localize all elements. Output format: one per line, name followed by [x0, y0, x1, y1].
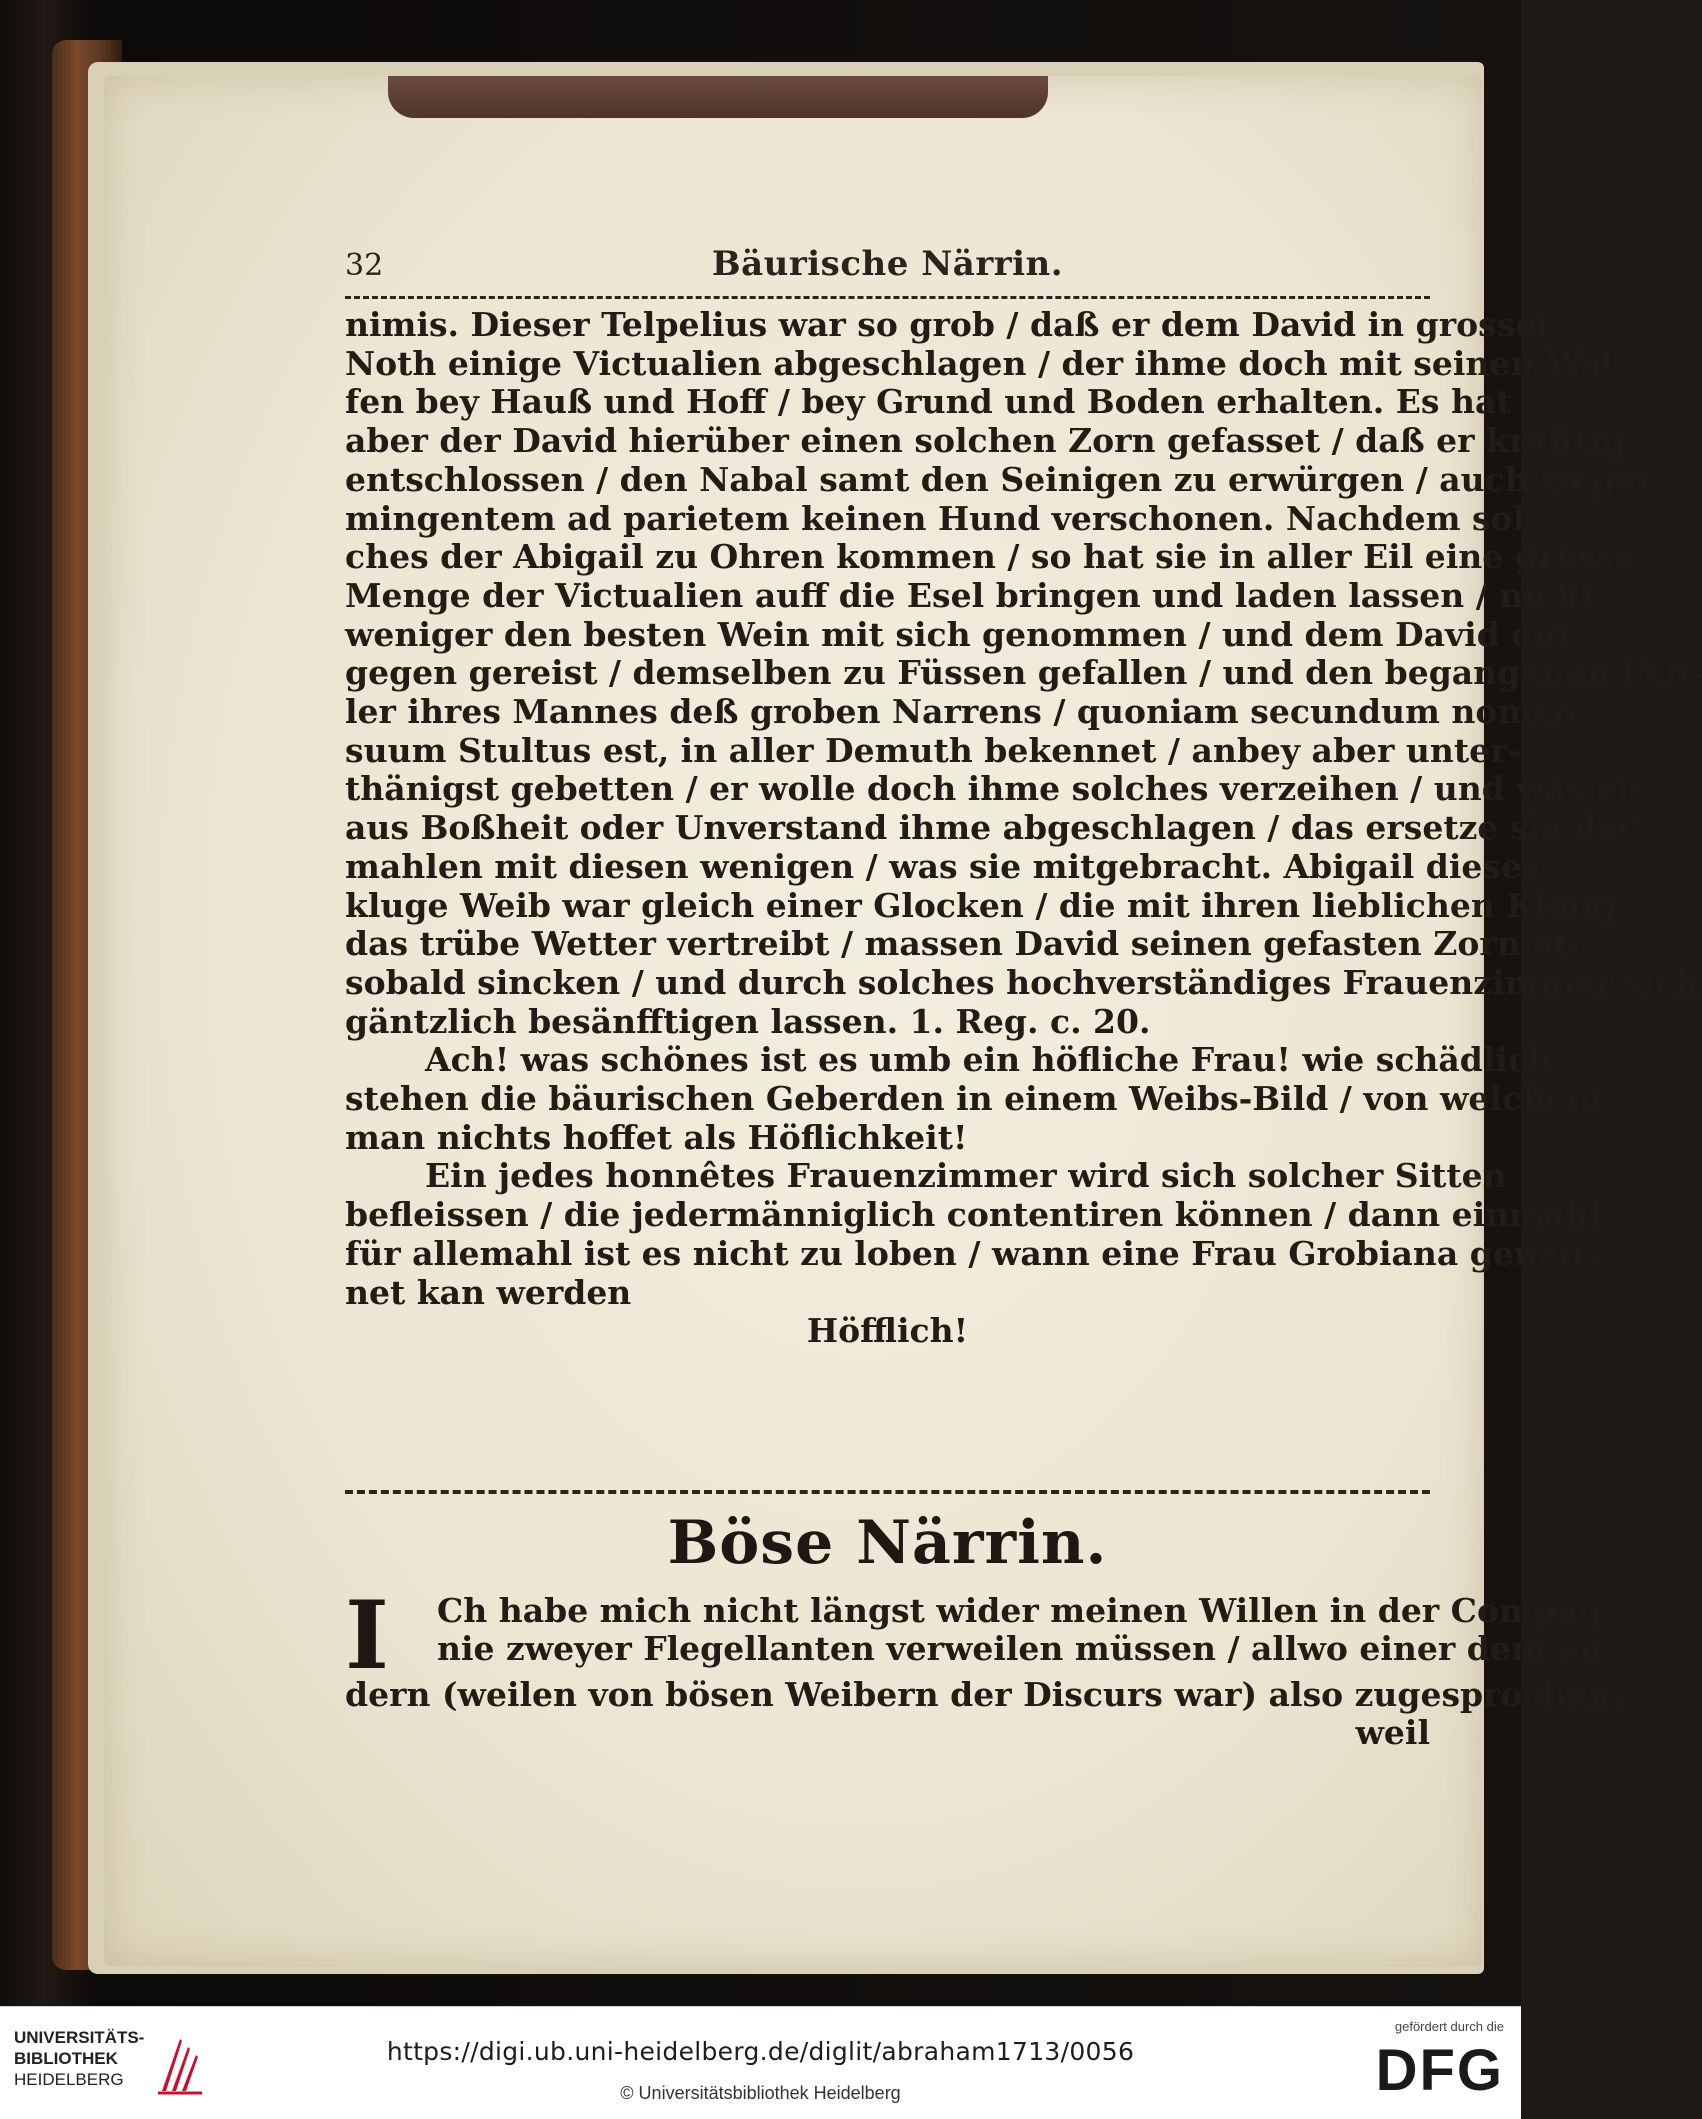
- text-line: kluge Weib war gleich einer Glocken / die mit ihren lieblichen Klang: [345, 885, 1617, 925]
- page-tab-marker: [388, 76, 1048, 118]
- text-line: das trübe Wetter vertreibt / massen David seinen gefasten Zorn al-: [345, 924, 1580, 964]
- text-line: net kan werden: [345, 1272, 632, 1312]
- dfg-mark: DFG: [1375, 2038, 1504, 2103]
- text-line: dern (weilen von bösen Weibern der Discurs war) also zugesprochen:: [345, 1675, 1624, 1714]
- text-line: nie zweyer Flegellanten verweilen müssen / allwo einer dem an-: [437, 1629, 1617, 1668]
- text-line: nimis. Dieser Telpelius war so grob / daß er dem David in grosser: [345, 305, 1554, 344]
- text-line: Noth einige Victualien abgeschlagen / der ihme doch mit seinen Waf-: [345, 343, 1629, 383]
- text-line: mahlen mit diesen wenigen / was sie mitgebracht. Abigail dieses: [345, 846, 1541, 886]
- dfg-logo[interactable]: [1352, 2019, 1512, 2115]
- permalink-url[interactable]: https://digi.ub.uni-heidelberg.de/diglit/abraham1713/0056: [386, 2037, 1135, 2066]
- text-line: gäntzlich besänfftigen lassen. 1. Reg. c. 20.: [345, 1001, 1151, 1041]
- running-head: Bäurische Närrin.: [711, 244, 1064, 284]
- library-name-line: BIBLIOTHEK: [14, 2049, 118, 2068]
- library-name-line: HEIDELBERG: [14, 2070, 124, 2089]
- section-text: [345, 1581, 1624, 1752]
- section-title: Böse Närrin.: [667, 1508, 1108, 1578]
- library-name-line: UNIVERSITÄTS-: [14, 2028, 145, 2047]
- page-number: 32: [345, 248, 384, 283]
- text-line: Ach! was schönes ist es umb ein höfliche Frau! wie schädlich: [425, 1040, 1553, 1080]
- text-line: ler ihres Mannes deß groben Narrens / quoniam secundum nomen: [345, 692, 1578, 732]
- text-line: fen bey Hauß und Hoff / bey Grund und Boden erhalten. Es hat: [345, 382, 1512, 422]
- copyright-notice: © Universitätsbibliothek Heidelberg: [620, 2083, 901, 2103]
- text-line: thänigst gebetten / er wolle doch ihme solches verzeihen / und was er: [345, 769, 1635, 809]
- text-line: befleissen / die jedermänniglich contentiren können / dann einmahl: [345, 1195, 1602, 1235]
- section-rule: [345, 1490, 1430, 1494]
- text-line: ches der Abigail zu Ohren kommen / so hat sie in aller Eil eine grosse: [345, 537, 1636, 577]
- text-line: aus Boßheit oder Unverstand ihme abgeschlagen / das ersetze sie der-: [345, 808, 1649, 848]
- catchword: weil: [1355, 1713, 1430, 1752]
- page-header: [345, 244, 1430, 292]
- text-line: für allemahl ist es nicht zu loben / wann eine Frau Grobiana genen-: [345, 1233, 1597, 1273]
- main-text: [345, 305, 1702, 1351]
- text-line: man nichts hoffet als Höflichkeit!: [345, 1117, 968, 1157]
- text-line: Ch habe mich nicht längst wider meinen Willen in der Compag-: [437, 1591, 1616, 1630]
- text-line: Menge der Victualien auff die Esel bringen und laden lassen / nicht: [345, 575, 1596, 615]
- dfg-caption: gefördert durch die: [1394, 2019, 1504, 2034]
- text-line: entschlossen / den Nabal samt den Seinigen zu erwürgen / auch so gar: [345, 459, 1655, 499]
- text-line: mingentem ad parietem keinen Hund verschonen. Nachdem sol-: [345, 498, 1539, 538]
- text-line: weniger den besten Wein mit sich genommen / und dem David ent-: [345, 614, 1586, 654]
- viewer-footer: [0, 2006, 1521, 2119]
- text-line: sobald sincken / und durch solches hochverständiges Frauenzimmer sich: [345, 962, 1700, 1002]
- drop-capital: I: [345, 1581, 389, 1691]
- text-line: Ein jedes honnêtes Frauenzimmer wird sich solcher Sitten: [425, 1156, 1507, 1196]
- text-line: stehen die bäurischen Geberden in einem Weibs-Bild / von welchem: [345, 1079, 1602, 1119]
- text-line: aber der David hierüber einen solchen Zorn gefasset / daß er kräfftig: [345, 421, 1626, 461]
- text-line: gegen gereist / demselben zu Füssen gefallen / und den begangenen Feh-: [345, 653, 1702, 693]
- header-rule: [345, 296, 1430, 299]
- text-line: suum Stultus est, in aller Demuth bekennet / anbey aber unter-: [345, 730, 1522, 770]
- closing-word: Höfflich!: [806, 1311, 969, 1351]
